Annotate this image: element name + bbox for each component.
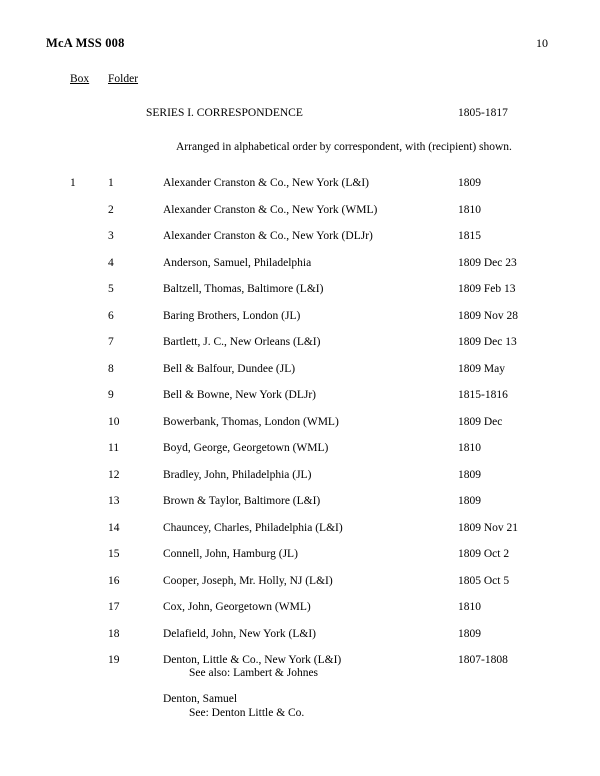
entry-date: 1807-1808 (458, 654, 508, 666)
entry-folder: 12 (108, 468, 120, 481)
entry-description: Chauncey, Charles, Philadelphia (L&I) (163, 521, 343, 534)
entry-description: Cox, John, Georgetown (WML) (163, 601, 311, 613)
entry-row (46, 230, 554, 257)
entry-description: Baring Brothers, London (JL) (163, 309, 301, 322)
entry-date: 1810 (458, 442, 481, 454)
entry-date: 1810 (458, 203, 481, 216)
entry-description: Bell & Bowne, New York (DLJr) (163, 389, 317, 401)
entry-folder: 13 (108, 495, 120, 507)
entry-description: Alexander Cranston & Co., New York (WML) (163, 203, 378, 216)
entry-row (46, 416, 554, 443)
entry-folder: 9 (108, 389, 114, 401)
entry-date: 1809 (458, 468, 481, 481)
entry-date: 1809 (458, 177, 481, 189)
entry-date: 1809 (458, 495, 481, 507)
page-number: 10 (536, 36, 548, 50)
entry-folder: 5 (108, 283, 114, 295)
arrangement-note: Arranged in alphabetical order by correspondent, with (recipient) shown. (176, 141, 512, 153)
entry-description: Denton, Little & Co., New York (L&I) (163, 654, 342, 666)
entry-subnote: See also: Lambert & Johnes (189, 667, 319, 679)
entry-folder: 7 (108, 336, 114, 348)
cross-reference-name: Denton, Samuel (163, 692, 238, 705)
finding-aid-entries (46, 177, 554, 681)
entry-folder: 18 (108, 627, 120, 640)
entry-description: Alexander Cranston & Co., New York (L&I) (163, 177, 370, 189)
entry-description: Brown & Taylor, Baltimore (L&I) (163, 495, 321, 507)
entry-description: Delafield, John, New York (L&I) (163, 627, 316, 640)
entry-row (46, 204, 554, 231)
entry-description: Bradley, John, Philadelphia (JL) (163, 468, 312, 481)
entry-folder: 16 (108, 574, 120, 587)
entry-row (46, 257, 554, 284)
entry-description: Bartlett, J. C., New Orleans (L&I) (163, 336, 321, 348)
entry-folder: 6 (108, 309, 114, 322)
entry-date: 1809 Nov 21 (458, 521, 519, 534)
entry-date: 1809 Dec (458, 415, 503, 428)
entry-description: Boyd, George, Georgetown (WML) (163, 442, 329, 454)
entry-folder: 10 (108, 415, 120, 428)
entry-date: 1815 (458, 230, 481, 242)
cross-reference-see: See: Denton Little & Co. (189, 706, 305, 719)
entry-row (46, 283, 554, 310)
entry-folder: 3 (108, 230, 114, 242)
entry-row (46, 601, 554, 628)
entry-box: 1 (70, 177, 76, 189)
entry-row (46, 310, 554, 337)
collection-id: McA MSS 008 (46, 36, 125, 50)
column-headers (46, 73, 554, 91)
series-dates: 1805-1817 (458, 107, 508, 119)
entry-row (46, 654, 554, 681)
entry-description: Cooper, Joseph, Mr. Holly, NJ (L&I) (163, 574, 333, 587)
column-header-box: Box (70, 73, 90, 85)
entry-description: Bell & Balfour, Dundee (JL) (163, 362, 296, 375)
entry-date: 1809 Dec 23 (458, 256, 517, 269)
entry-folder: 19 (108, 654, 120, 666)
entry-description: Bowerbank, Thomas, London (WML) (163, 415, 339, 428)
entry-row (46, 495, 554, 522)
entry-row (46, 548, 554, 575)
series-heading (46, 107, 554, 127)
entry-folder: 15 (108, 548, 120, 560)
entry-folder: 8 (108, 362, 114, 375)
page-header (46, 36, 554, 51)
entry-date: 1809 May (458, 362, 505, 375)
entry-folder: 17 (108, 601, 120, 613)
entry-date: 1809 Dec 13 (458, 336, 517, 348)
entry-row (46, 442, 554, 469)
entry-folder: 2 (108, 203, 114, 216)
entry-date: 1809 Feb 13 (458, 283, 516, 295)
entry-folder: 11 (108, 442, 120, 454)
entry-folder: 4 (108, 256, 114, 269)
entry-date: 1809 Nov 28 (458, 309, 519, 322)
entry-folder: 1 (108, 177, 114, 189)
entry-row (46, 177, 554, 204)
entry-row (46, 575, 554, 602)
entry-description: Anderson, Samuel, Philadelphia (163, 256, 312, 269)
entry-date: 1809 (458, 627, 481, 640)
entry-date: 1809 Oct 2 (458, 548, 510, 560)
entry-date: 1805 Oct 5 (458, 574, 510, 587)
entry-row (46, 389, 554, 416)
series-title: SERIES I. CORRESPONDENCE (146, 107, 303, 119)
entry-row (46, 363, 554, 390)
entry-description: Connell, John, Hamburg (JL) (163, 548, 298, 560)
entry-date: 1815-1816 (458, 389, 508, 401)
entry-row (46, 469, 554, 496)
column-header-folder: Folder (108, 73, 139, 85)
entry-description: Alexander Cranston & Co., New York (DLJr) (163, 230, 373, 242)
entry-row (46, 336, 554, 363)
entry-row (46, 628, 554, 655)
entry-date: 1810 (458, 601, 481, 613)
entry-description: Baltzell, Thomas, Baltimore (L&I) (163, 283, 324, 295)
entry-row (46, 522, 554, 549)
entry-folder: 14 (108, 521, 120, 534)
